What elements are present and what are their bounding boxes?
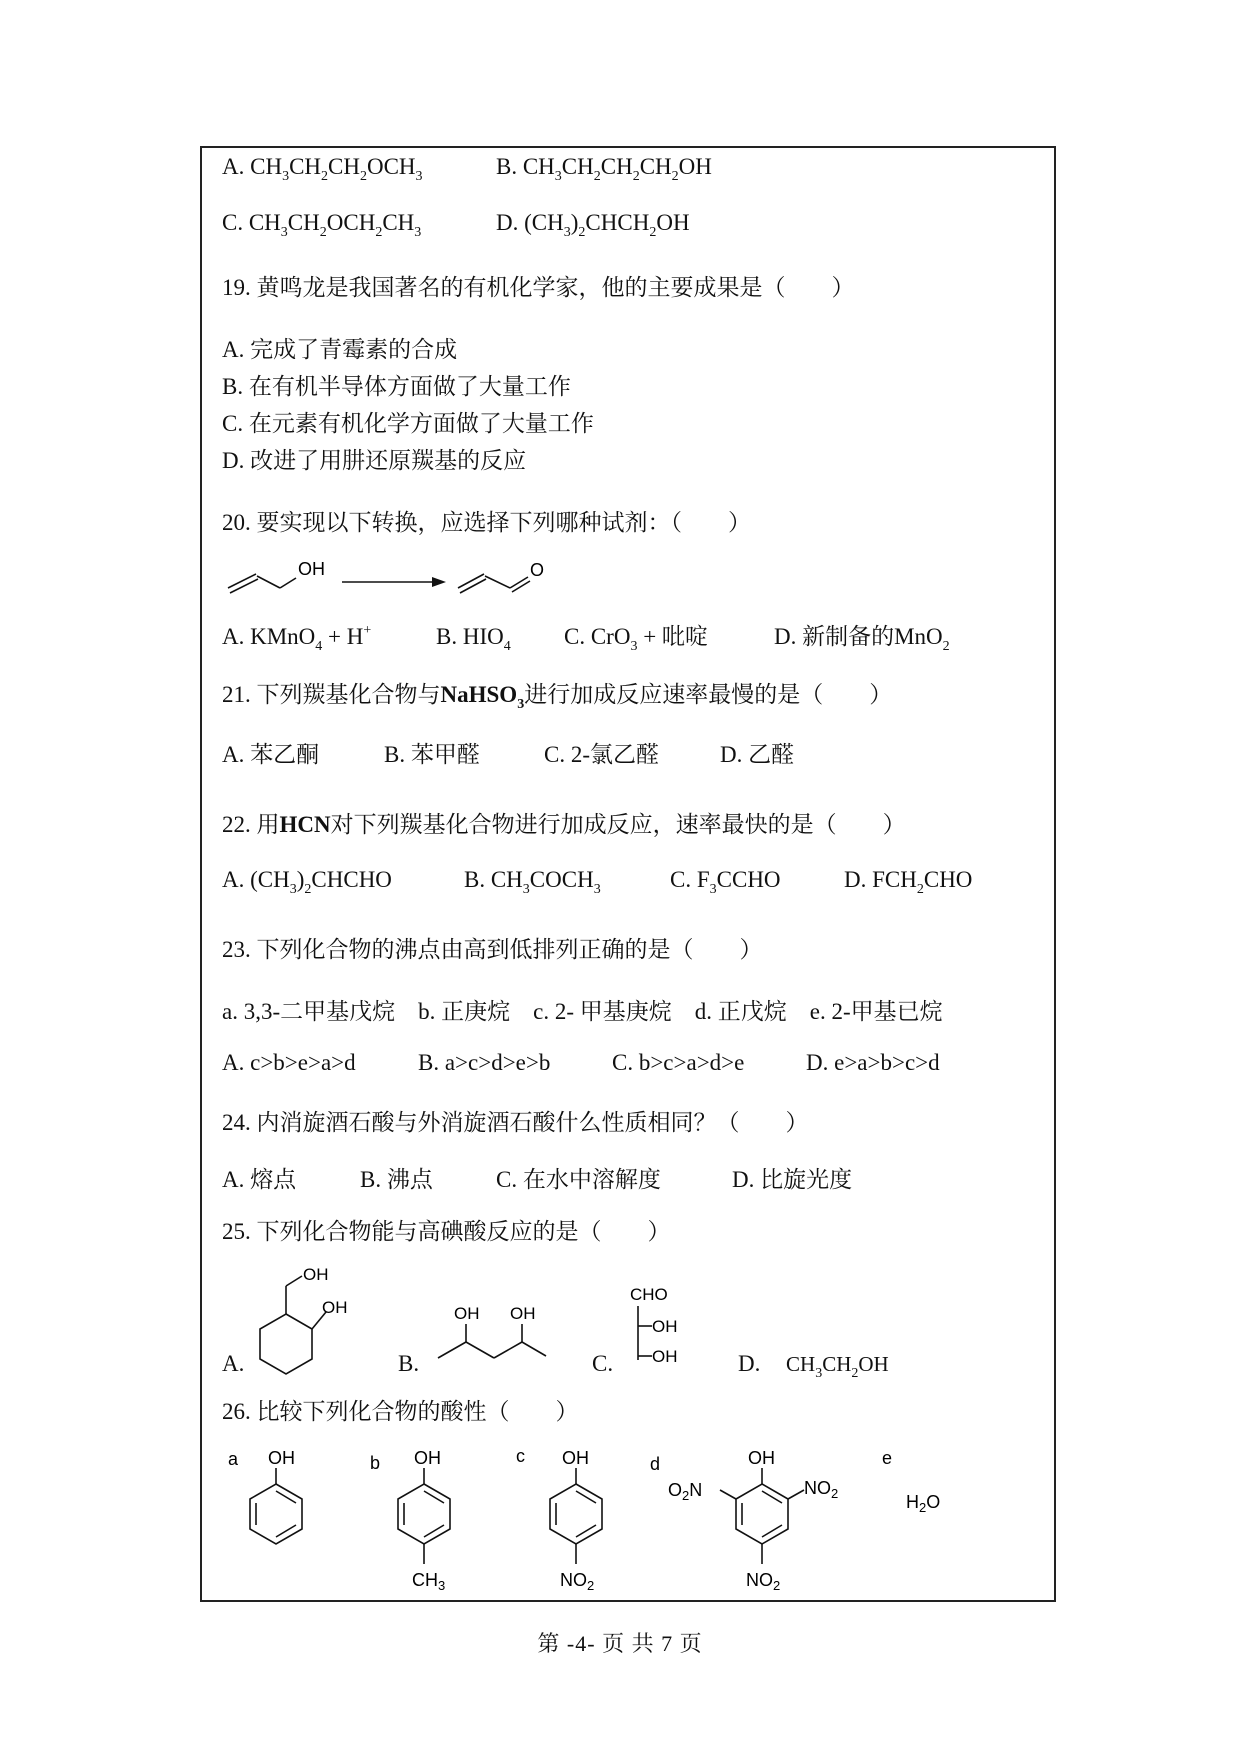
q22-stem: 22. 用HCN对下列羰基化合物进行加成反应，速率最快的是（ ） bbox=[222, 812, 906, 837]
q19-option-d: D. 改进了用肼还原羰基的反应 bbox=[222, 448, 527, 473]
q25-b-oh-2: OH bbox=[510, 1304, 536, 1323]
q24-option-a: A. 熔点 bbox=[222, 1167, 297, 1192]
q25-stem: 25. 下列化合物能与高碘酸反应的是（ ） bbox=[222, 1219, 671, 1244]
q25-structure-a bbox=[256, 1262, 366, 1378]
q21-option-b: B. 苯甲醛 bbox=[384, 742, 480, 767]
q20-option-b: B. $HIO_4$ bbox=[436, 624, 511, 654]
q20-stem: 20. 要实现以下转换，应选择下列哪种试剂：（ ） bbox=[222, 510, 751, 535]
q24-option-b: B. 沸点 bbox=[360, 1167, 433, 1192]
q20-option-d: D. 新制备的MnO$_2$ bbox=[774, 624, 950, 654]
q22-option-c: C. $F_3CCHO$ bbox=[670, 867, 781, 897]
q26-a-oh: OH bbox=[268, 1448, 295, 1468]
q25-c-oh-1: OH bbox=[652, 1317, 678, 1336]
q19-option-a: A. 完成了青霉素的合成 bbox=[222, 337, 458, 362]
q26-e-h2o: $H_2O$ bbox=[906, 1492, 941, 1515]
q18-option-b: B. $CH_3CH_2CH_2CH_2OH$ bbox=[496, 154, 712, 184]
q20-option-c: C. CrO$_3$ + 吡啶 bbox=[564, 624, 708, 654]
q25-c-oh-2: OH bbox=[652, 1347, 678, 1366]
q26-d-no2-right: $NO_2$ bbox=[804, 1478, 839, 1501]
q25-a-oh-2: OH bbox=[322, 1298, 348, 1317]
q25-structure-b bbox=[432, 1298, 552, 1374]
q23-option-a: A. c>b>e>a>d bbox=[222, 1050, 356, 1075]
q23-option-b: B. a>c>d>e>b bbox=[418, 1050, 551, 1075]
q25-a-oh-1: OH bbox=[303, 1265, 329, 1284]
q23-items: a. 3,3-二甲基戊烷 b. 正庚烷 c. 2- 甲基庚烷 d. 正戊烷 e. 2-甲基已烷 bbox=[222, 999, 943, 1024]
q26-label-a: a bbox=[228, 1449, 239, 1469]
q19-option-c: C. 在元素有机化学方面做了大量工作 bbox=[222, 411, 594, 436]
q21-option-a: A. 苯乙酮 bbox=[222, 742, 320, 767]
q26-c-no2: $NO_2$ bbox=[560, 1570, 595, 1593]
q22-option-b: B. $CH_3COCH_3$ bbox=[464, 867, 601, 897]
q21-stem: 21. 下列羰基化合物与NaHSO$_3$进行加成反应速率最慢的是（ ） bbox=[222, 682, 893, 712]
q25-option-a-label: A. bbox=[222, 1351, 245, 1376]
q21-option-d: D. 乙醛 bbox=[720, 742, 795, 767]
page-footer: 第 -4- 页 共 7 页 bbox=[537, 1631, 703, 1656]
q26-d-no2-bottom: $NO_2$ bbox=[746, 1570, 781, 1593]
q20-o-label: O bbox=[530, 560, 545, 580]
q21-option-c: C. 2-氯乙醛 bbox=[544, 742, 659, 767]
q23-stem: 23. 下列化合物的沸点由高到低排列正确的是（ ） bbox=[222, 937, 763, 962]
q19-option-b: B. 在有机半导体方面做了大量工作 bbox=[222, 374, 571, 399]
q20-reaction-scheme bbox=[220, 552, 560, 602]
q24-option-d: D. 比旋光度 bbox=[732, 1167, 853, 1192]
q26-label-c: c bbox=[516, 1446, 525, 1466]
q26-b-oh: OH bbox=[414, 1448, 441, 1468]
q23-option-c: C. b>c>a>d>e bbox=[612, 1050, 745, 1075]
q26-stem: 26. 比较下列化合物的酸性（ ） bbox=[222, 1399, 579, 1424]
q26-d-oh: OH bbox=[748, 1448, 775, 1468]
q25-b-oh-1: OH bbox=[454, 1304, 480, 1323]
q24-option-c: C. 在水中溶解度 bbox=[496, 1167, 661, 1192]
q24-stem: 24. 内消旋酒石酸与外消旋酒石酸什么性质相同？（ ） bbox=[222, 1110, 809, 1135]
q25-option-d-formula: $CH_3CH_2OH$ bbox=[786, 1352, 889, 1381]
q18-option-d: D. $(CH_3)_2CHCH_2OH$ bbox=[496, 210, 690, 240]
q25-option-b-label: B. bbox=[398, 1351, 420, 1376]
q26-d-o2n: $O_2N$ bbox=[668, 1480, 703, 1503]
q26-label-e: e bbox=[882, 1448, 893, 1468]
q25-structure-c bbox=[628, 1280, 718, 1376]
reaction-arrow-icon bbox=[432, 577, 446, 587]
q26-structures bbox=[210, 1440, 1050, 1600]
q26-b-ch3: $CH_3$ bbox=[412, 1570, 446, 1593]
q25-c-cho: CHO bbox=[630, 1285, 668, 1304]
q20-option-a: A. KMnO$_4$ + H+ bbox=[222, 623, 372, 654]
q26-label-d: d bbox=[650, 1454, 661, 1474]
q18-option-a: A. $CH_3CH_2CH_2OCH_3$ bbox=[222, 154, 423, 184]
q25-option-d-label: D. bbox=[738, 1351, 761, 1376]
q26-c-oh: OH bbox=[562, 1448, 589, 1468]
q22-option-d: D. $FCH_2CHO$ bbox=[844, 867, 973, 897]
q23-option-d: D. e>a>b>c>d bbox=[806, 1050, 940, 1075]
q25-option-c-label: C. bbox=[592, 1351, 614, 1376]
q26-label-b: b bbox=[370, 1453, 381, 1473]
q18-option-c: C. $CH_3CH_2OCH_2CH_3$ bbox=[222, 210, 422, 240]
q20-oh-label: OH bbox=[298, 559, 325, 579]
q22-option-a: A. $(CH_3)_2CHCHO$ bbox=[222, 867, 392, 897]
q19-stem: 19. 黄鸣龙是我国著名的有机化学家，他的主要成果是（ ） bbox=[222, 275, 855, 300]
